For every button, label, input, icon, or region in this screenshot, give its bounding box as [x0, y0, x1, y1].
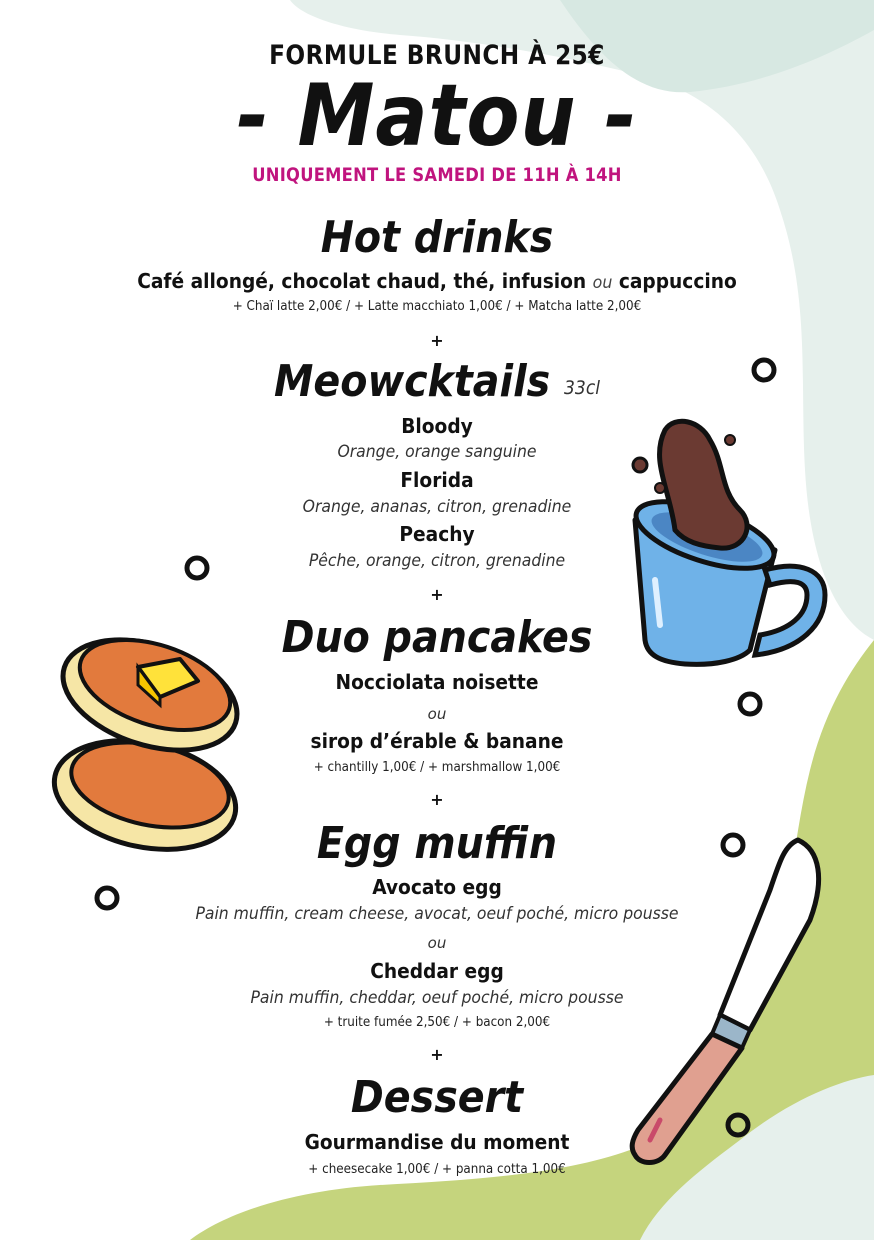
dessert-item: Gourmandise du moment	[304, 1130, 570, 1154]
section-separator: +	[430, 790, 444, 809]
cocktail-description: Orange, ananas, citron, grenadine	[302, 497, 572, 517]
pancakes-option: sirop d’érable & banane	[310, 729, 564, 753]
pancakes-option: Nocciolata noisette	[335, 670, 539, 694]
meowcktails-title: Meowcktails	[274, 356, 551, 407]
section-separator: +	[430, 331, 444, 350]
muffin-name: Avocato egg	[372, 875, 502, 899]
cocktail-name: Florida	[400, 468, 474, 492]
cocktail-name: Bloody	[401, 414, 473, 438]
section-separator: +	[430, 585, 444, 604]
muffin-description: Pain muffin, cream cheese, avocat, oeuf poché, micro pousse	[195, 904, 679, 924]
dessert-extras: + cheesecake 1,00€ / + panna cotta 1,00€	[308, 1162, 566, 1177]
muffin-name: Cheddar egg	[370, 959, 504, 983]
meowcktails-heading	[44, 356, 831, 414]
cocktail-description: Orange, orange sanguine	[337, 442, 537, 462]
or-connector: ou	[427, 934, 447, 952]
restaurant-title: - Matou -	[236, 66, 638, 166]
hot-drinks-heading: Hot drinks	[320, 212, 554, 263]
or-connector: ou	[592, 273, 613, 293]
pancakes-extras: + chantilly 1,00€ / + marshmallow 1,00€	[313, 760, 561, 775]
schedule-subtitle: UNIQUEMENT LE SAMEDI DE 11H À 14H	[252, 164, 622, 186]
or-connector: ou	[427, 705, 447, 723]
hot-drinks-list-end: cappuccino	[618, 269, 737, 293]
cocktail-name: Peachy	[399, 522, 475, 546]
hot-drinks-list: Café allongé, chocolat chaud, thé, infusion	[137, 269, 587, 293]
hot-drinks-extras: + Chaï latte 2,00€ / + Latte macchiato 1,00€ / + Matcha latte 2,00€	[232, 299, 642, 314]
egg-muffin-heading: Egg muffin	[316, 818, 558, 869]
egg-muffin-extras: + truite fumée 2,50€ / + bacon 2,00€	[323, 1015, 551, 1030]
section-separator: +	[430, 1045, 444, 1064]
muffin-description: Pain muffin, cheddar, oeuf poché, micro pousse	[250, 988, 624, 1008]
pancakes-heading: Duo pancakes	[281, 612, 593, 663]
hot-drinks-items	[31, 268, 844, 296]
cocktail-description: Pêche, orange, citron, grenadine	[308, 551, 566, 571]
meowcktails-volume: 33cl	[564, 377, 600, 399]
dessert-heading: Dessert	[350, 1072, 524, 1123]
formule-price-heading: FORMULE BRUNCH À 25€	[269, 40, 605, 71]
